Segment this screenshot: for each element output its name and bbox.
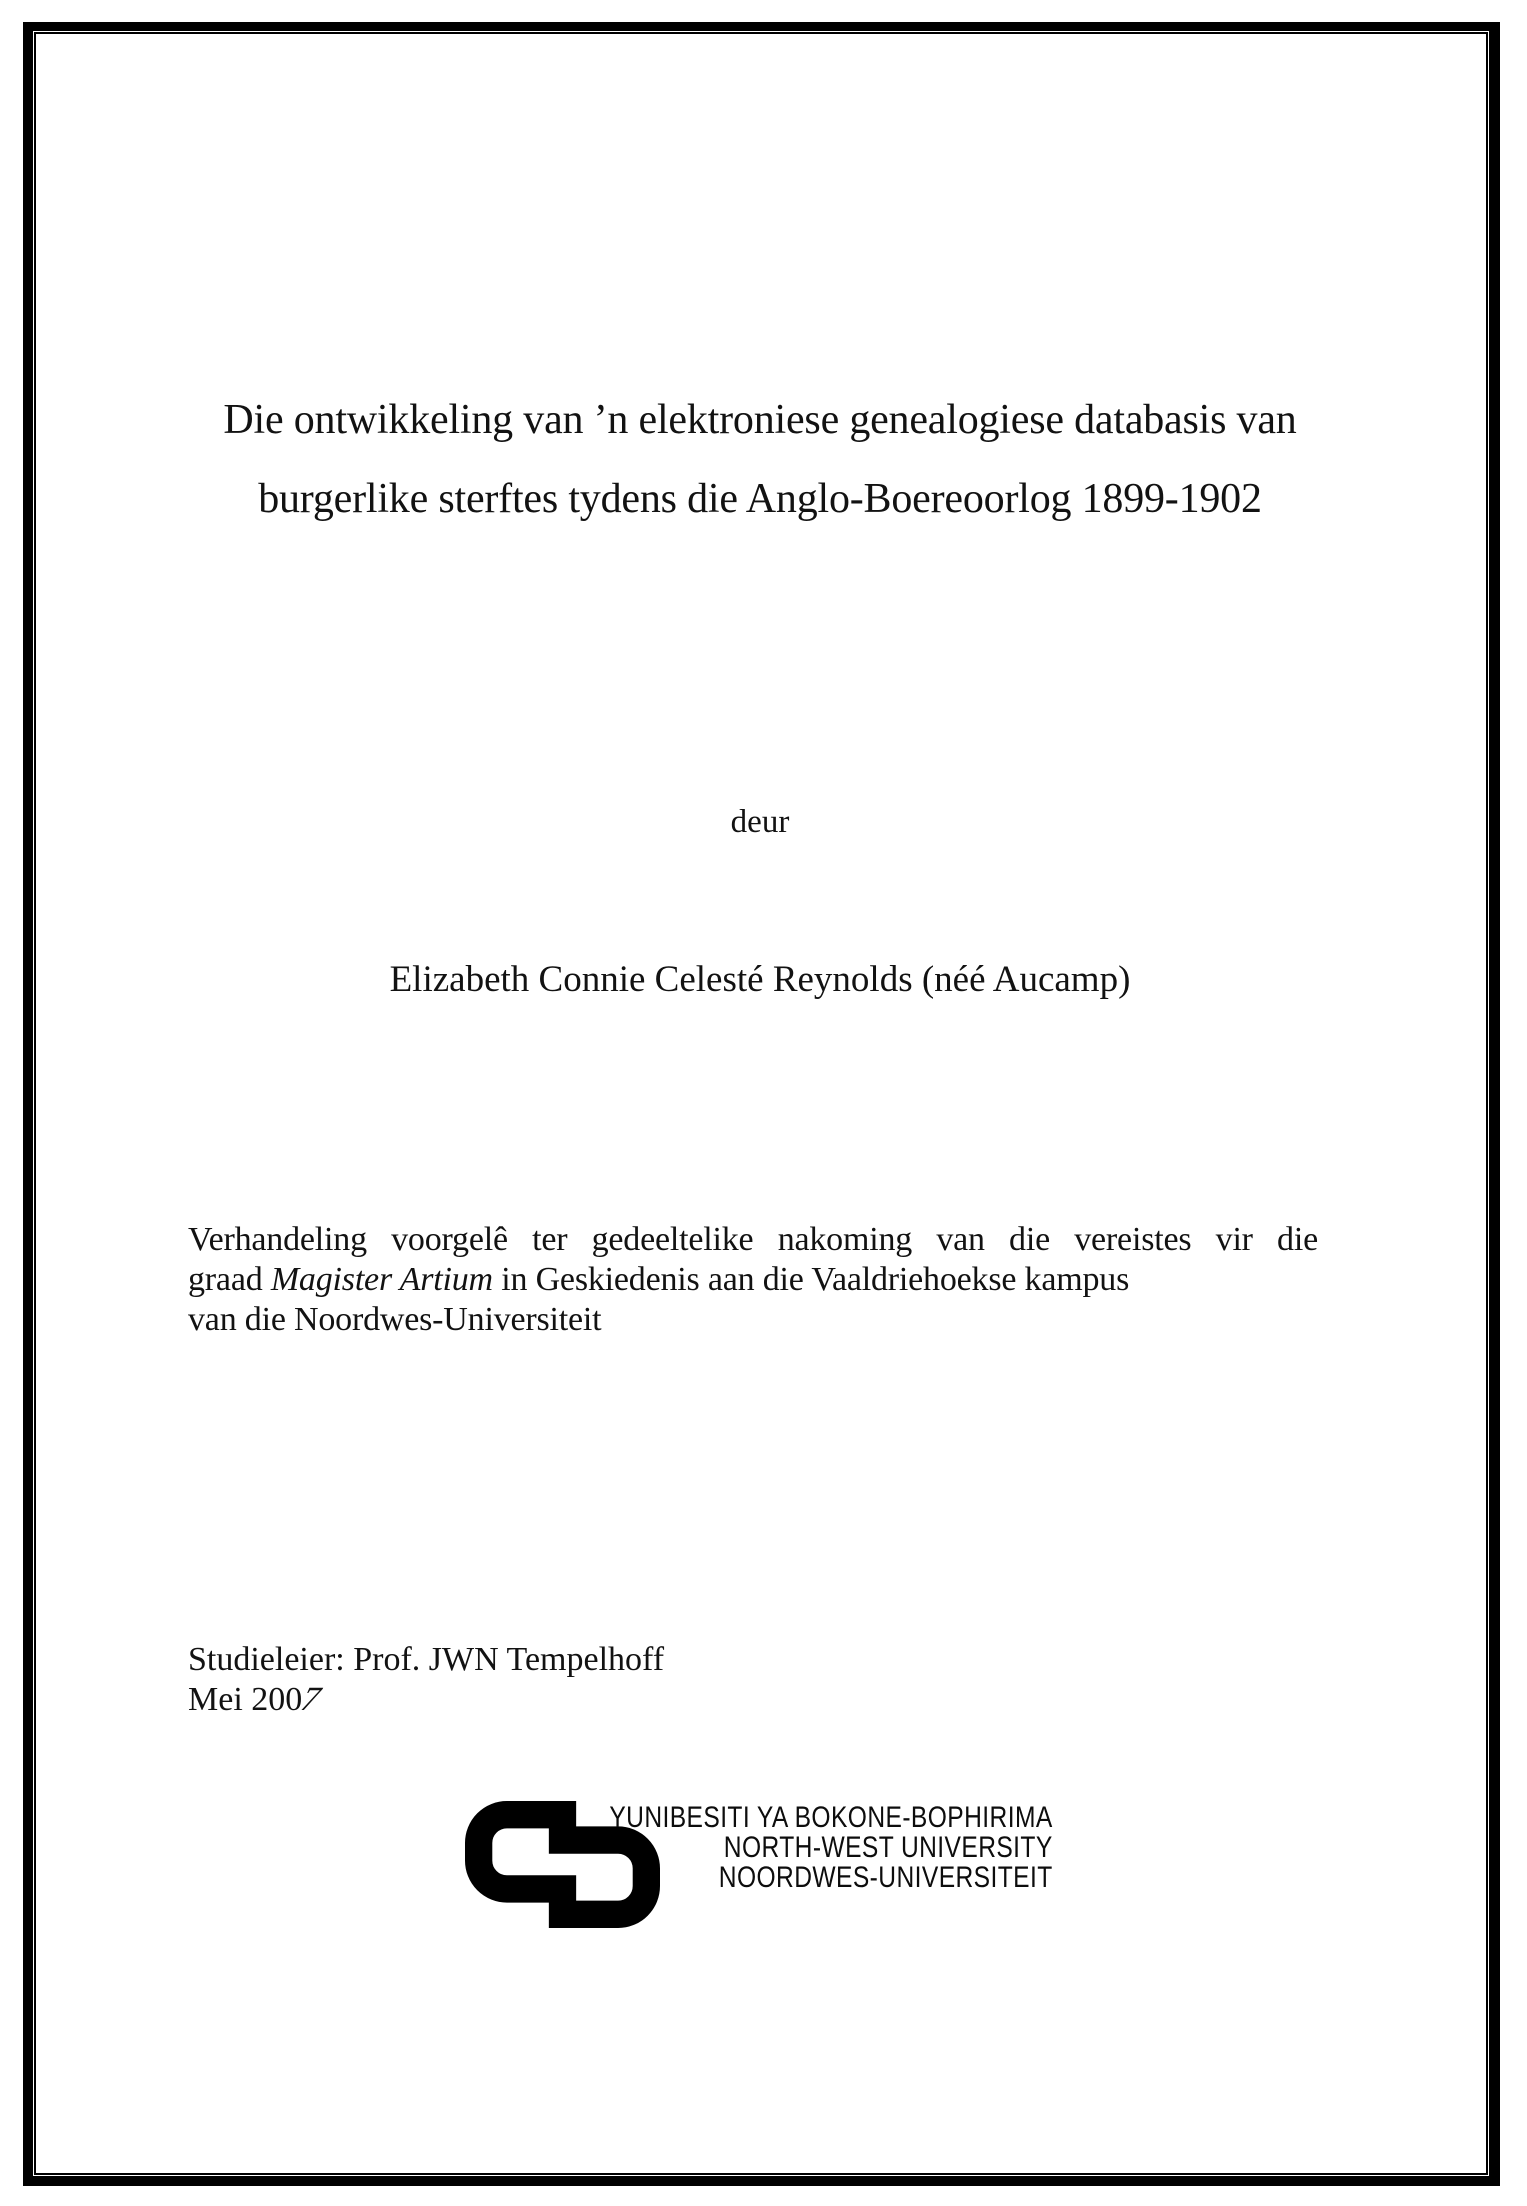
logo-text-line-english: NORTH-WEST UNIVERSITY — [724, 1831, 1053, 1864]
degree-statement-line-2-prefix: graad — [188, 1261, 271, 1298]
date-text: Mei 200 — [188, 1681, 303, 1718]
date-line — [188, 1680, 664, 1720]
thesis-title-line-1: Die ontwikkeling van ’n elektroniese genealogiese databasis van — [223, 397, 1297, 443]
degree-statement-line-2-suffix: in Geskiedenis aan die Vaaldriehoekse kampus — [492, 1261, 1130, 1298]
university-logo-text — [610, 1803, 1053, 1893]
degree-statement — [188, 1220, 1318, 1340]
byline-word: deur — [730, 804, 790, 840]
logo-text-line-setswana: YUNIBESITI YA BOKONE-BOPHIRIMA — [609, 1801, 1053, 1834]
thesis-title — [30, 381, 1490, 539]
thesis-title-line-2: burgerlike sterftes tydens die Anglo-Boereoorlog 1899-1902 — [258, 476, 1262, 522]
author-name: Elizabeth Connie Celesté Reynolds (néé Aucamp) — [389, 959, 1131, 1000]
degree-statement-line-3: van die Noordwes-Universiteit — [188, 1301, 602, 1338]
degree-statement-line-2 — [188, 1260, 1318, 1300]
logo-text-line-afrikaans: NOORDWES-UNIVERSITEIT — [719, 1861, 1053, 1894]
supervisor-block — [188, 1640, 664, 1720]
degree-statement-line-1: Verhandeling voorgelê ter gedeeltelike nakoming van die vereistes vir die — [188, 1221, 1318, 1258]
supervisor-line: Studieleier: Prof. JWN Tempelhoff — [188, 1641, 665, 1678]
date-last-digit: 7 — [297, 1681, 325, 1718]
degree-name-italic: Magister Artium — [270, 1261, 493, 1298]
